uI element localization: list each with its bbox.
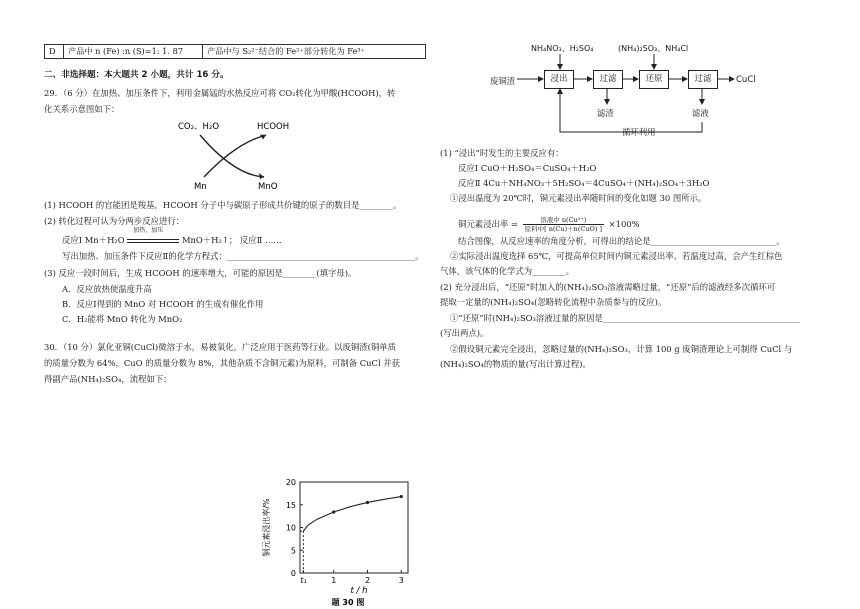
flow-waste-residue: 滤渣 xyxy=(597,108,614,118)
q30-sub1: ①浸出温度为 20℃时，铜元素浸出率随时间的变化如题 30 图所示。 xyxy=(450,193,707,203)
q29-part1: (1) HCOOH 的官能团是羧基，HCOOH 分子中与碳原子形成共价键的原子的数目是________。 xyxy=(44,200,402,210)
q30-part2-q1: ①“还原”时(NH₄)₂SO₃溶液过量的原因是_______________________________________________ xyxy=(450,313,800,323)
flow-box-filter-1: 过滤 xyxy=(593,70,623,89)
q30-stem-line3: 得副产品(NH₄)₂SO₄，流程如下： xyxy=(44,374,172,384)
data-point xyxy=(400,495,403,498)
arrow-head-icon xyxy=(259,173,264,179)
q30-sub2: ②实际浸出温度选择 65℃，可提高单位时间内铜元素浸出率。若温度过高，会产生红棕色 xyxy=(450,251,783,261)
flow-output: CuCl xyxy=(736,75,756,85)
q29-part2: (2) 转化过程可认为分两步反应进行： xyxy=(44,216,185,226)
diagram-label-hcooh: HCOOH xyxy=(257,122,290,132)
data-point xyxy=(332,510,335,513)
q30-part2-q1-cont: (写出两点)。 xyxy=(440,328,489,338)
option-cell: 产品中 n (Fe) :n (S)=1: 1. 87 xyxy=(64,45,203,59)
q29-part3: (3) 反应一段时间后，生成 HCOOH 的速率增大，可能的原因是________(填字母)。 xyxy=(44,268,357,278)
q29-stem-line1: 29．（6 分）在加热、加压条件下，利用金属锰的水热反应可将 CO₂转化为甲酸(HCOOH)，转 xyxy=(44,88,396,98)
diagram-label-co2: CO₂、H₂O xyxy=(178,122,220,132)
q30-sub2-cont: 气体，该气体的化学式为________。 xyxy=(440,266,574,276)
diagram-label-mn: Mn xyxy=(194,182,207,192)
table-row xyxy=(45,45,426,59)
reaction-condition: 加热、加压 xyxy=(133,226,164,234)
option-b: B．反应Ⅰ得到的 MnO 对 HCOOH 的生成有催化作用 xyxy=(62,299,264,309)
reaction-II: 反应Ⅱ 4Cu＋NH₄NO₃＋5H₂SO₄＝4CuSO₄＋(NH₄)₂SO₄＋3H₂O xyxy=(458,178,710,188)
flow-reagent-1: NH₄NO₃、H₂SO₄ xyxy=(531,44,594,53)
q30-stem-line1: 30．（10 分）氯化亚铜(CuCl)微溶于水，易被氧化，广泛应用于医药等行业。以废铜渣(铜单质 xyxy=(44,342,396,352)
formula-numerator: 溶液中 n(Cu²⁺) xyxy=(523,216,604,225)
x-tick-label: t₁ xyxy=(300,576,307,585)
q30-stem-line2: 的质量分数为 64%，CuO 的质量分数为 8%，其他杂质不含铜元素)为原料，可制备 CuCl 并获 xyxy=(44,358,401,368)
x-tick-label: 2 xyxy=(364,576,371,585)
y-tick-label: 10 xyxy=(285,523,296,533)
y-tick-label: 5 xyxy=(290,546,296,556)
y-tick-label: 15 xyxy=(285,500,296,510)
x-tick-label: 1 xyxy=(331,576,337,585)
q30-part2-q2: ②假设铜元素完全浸出，忽略过量的(NH₄)₂SO₃，计算 100 g 废铜渣理论上可制得 CuCl 与 xyxy=(450,344,793,354)
flow-reagent-2: (NH₄)₂SO₃、NH₄Cl xyxy=(618,44,689,53)
q30-part1: (1) “浸出”时发生的主要反应有： xyxy=(440,148,564,158)
q30-part2-line2: 提取一定量的(NH₄)₂SO₄(忽略转化流程中杂质参与的反应)。 xyxy=(440,297,667,307)
formula-lhs: 铜元素浸出率 = xyxy=(458,219,518,230)
option-letter: D xyxy=(45,45,64,59)
q29-part2-ask: 写出加热、加压条件下反应Ⅱ的化学方程式：_____________________________________________。 xyxy=(62,251,424,261)
flow-arrows xyxy=(480,50,760,145)
leach-rate-chart xyxy=(255,470,415,609)
formula-fraction xyxy=(523,216,604,233)
arrow-mn-to-hcooh xyxy=(204,135,266,177)
q30-conclusion: 结合图像，从反应速率的角度分析，可得出的结论是______________________________。 xyxy=(458,236,785,246)
section-title: 二、非选择题：本大题共 2 小题，共计 16 分。 xyxy=(44,70,229,80)
flow-input: 废铜渣 xyxy=(490,76,516,86)
flow-box-reduce: 还原 xyxy=(639,70,669,89)
y-axis-label: 铜元素浸出率/% xyxy=(262,498,271,557)
q30-part2-q2-cont: (NH₄)₂SO₄的物质的量(写出计算过程)。 xyxy=(440,359,591,369)
diagram-label-mno: MnO xyxy=(258,182,278,192)
reaction-1 xyxy=(62,226,282,246)
reaction-1-rhs: MnO＋H₂↑； 反应Ⅱ …… xyxy=(181,235,282,245)
q29-stem-line2: 化关系示意图如下： xyxy=(44,104,120,114)
flow-recycle-arrow xyxy=(560,89,702,132)
option-c: C．H₂能将 MnO 转化为 MnO₂ xyxy=(62,314,183,324)
formula-denominator: 原料中[ n(Cu)＋n(CuO) ] xyxy=(524,225,602,234)
x-tick-label: 3 xyxy=(398,576,404,585)
flow-box-leach: 浸出 xyxy=(544,70,574,89)
formula xyxy=(458,216,640,233)
reaction-condition-arrow xyxy=(127,226,179,246)
option-a: A．反应放热使温度升高 xyxy=(62,284,152,294)
y-tick-label: 20 xyxy=(285,478,296,487)
plot-frame xyxy=(300,482,408,573)
option-cell: 产品中与 S₂²⁻结合的 Fe²⁺部分转化为 Fe³⁺ xyxy=(203,45,426,59)
mn-cycle-diagram xyxy=(160,117,310,195)
x-axis-label: t / h xyxy=(350,586,368,596)
q30-part2-line1: (2) 充分浸出后，“还原”时加入的(NH₄)₂SO₃溶液需略过量，“还原”后的滤液经多次循环可 xyxy=(440,282,776,292)
chart-caption: 题 30 图 xyxy=(331,598,365,607)
flow-loop-label: 循环利用 xyxy=(622,127,656,137)
flow-box-filter-2: 过滤 xyxy=(688,70,718,89)
series-line xyxy=(303,497,401,532)
flow-waste-filtrate: 滤液 xyxy=(692,108,709,118)
data-point xyxy=(366,501,369,504)
option-table xyxy=(44,44,426,59)
formula-tail: ×100% xyxy=(608,219,640,230)
y-tick-label: 0 xyxy=(290,569,296,578)
reaction-1-lhs: 反应Ⅰ Mn＋H₂O xyxy=(62,235,125,245)
reaction-I: 反应Ⅰ CuO＋H₂SO₄＝CuSO₄＋H₂O xyxy=(458,163,597,173)
